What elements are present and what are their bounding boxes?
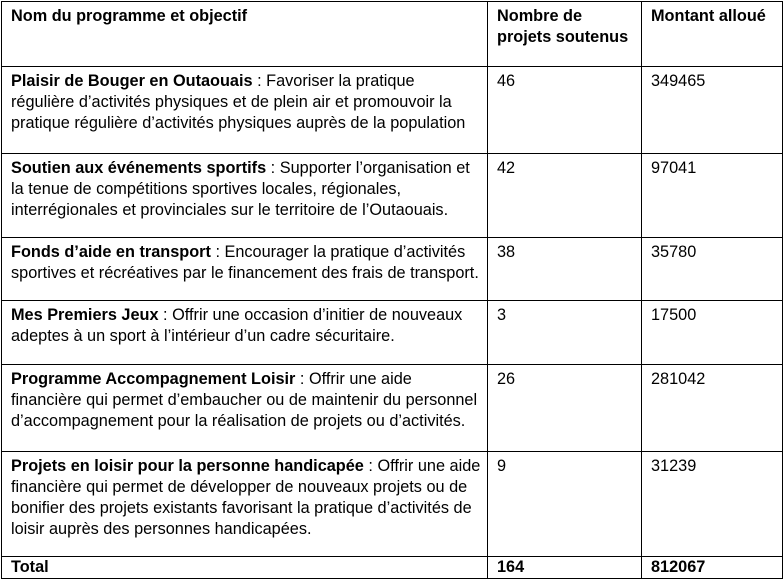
table-row xyxy=(2,452,783,557)
program-objective: Offrir une aide financière qui permet de développer de nouveaux projets ou de bonifier des projets existants favorisant la pratique d’activités de loisir auprès des personnes handicapées. xyxy=(11,457,481,538)
program-name: Fonds d’aide en transport xyxy=(11,243,211,261)
header-project-count: Nombre de projets soutenus xyxy=(488,2,642,67)
program-name: Mes Premiers Jeux xyxy=(11,306,159,324)
table-row xyxy=(2,365,783,452)
program-name: Programme Accompagnement Loisir xyxy=(11,370,296,388)
table-row xyxy=(2,154,783,238)
header-row xyxy=(2,2,783,67)
program-cell xyxy=(2,301,488,365)
project-count: 46 xyxy=(488,67,642,154)
program-name: Soutien aux événements sportifs xyxy=(11,159,267,177)
project-count: 42 xyxy=(488,154,642,238)
total-label: Total xyxy=(2,557,488,579)
table-row xyxy=(2,301,783,365)
program-name: Projets en loisir pour la personne handicapée xyxy=(11,457,364,475)
separator: : xyxy=(252,72,267,90)
amount: 35780 xyxy=(642,238,783,301)
separator: : xyxy=(266,159,280,177)
separator: : xyxy=(210,243,225,261)
amount: 281042 xyxy=(642,365,783,452)
total-amount: 812067 xyxy=(642,557,783,579)
amount: 17500 xyxy=(642,301,783,365)
total-projects: 164 xyxy=(488,557,642,579)
project-count: 26 xyxy=(488,365,642,452)
separator: : xyxy=(363,457,378,475)
program-cell xyxy=(2,365,488,452)
program-objective: Favoriser la pratique régulière d’activités physiques et de plein air et promouvoir la pratique régulière d’activités physiques auprès de la population xyxy=(11,72,466,132)
project-count: 3 xyxy=(488,301,642,365)
header-program: Nom du programme et objectif xyxy=(2,2,488,67)
program-cell xyxy=(2,67,488,154)
separator: : xyxy=(295,370,309,388)
program-objective: Offrir une occasion d’initier de nouveaux adeptes à un sport à l’intérieur d’un cadre sécuritaire. xyxy=(11,306,463,345)
project-count: 9 xyxy=(488,452,642,557)
amount: 97041 xyxy=(642,154,783,238)
table-row xyxy=(2,238,783,301)
separator: : xyxy=(158,306,173,324)
program-cell xyxy=(2,154,488,238)
table-row xyxy=(2,67,783,154)
amount: 31239 xyxy=(642,452,783,557)
total-row xyxy=(2,557,783,579)
header-amount: Montant alloué xyxy=(642,2,783,67)
program-objective: Offrir une aide financière qui permet d’embaucher ou de maintenir du personnel d’accompagnement pour la réalisation de projets ou d’activités. xyxy=(11,370,478,430)
program-objective: Supporter l’organisation et la tenue de compétitions sportives locales, régionales, interrégionales et provinciales sur le territoire de l’Outaouais. xyxy=(11,159,470,219)
amount: 349465 xyxy=(642,67,783,154)
program-cell xyxy=(2,238,488,301)
program-objective: Encourager la pratique d’activités sportives et récréatives par le financement des frais de transport. xyxy=(11,243,479,282)
project-count: 38 xyxy=(488,238,642,301)
program-name: Plaisir de Bouger en Outaouais xyxy=(11,72,253,90)
programs-table xyxy=(1,1,783,579)
program-cell xyxy=(2,452,488,557)
